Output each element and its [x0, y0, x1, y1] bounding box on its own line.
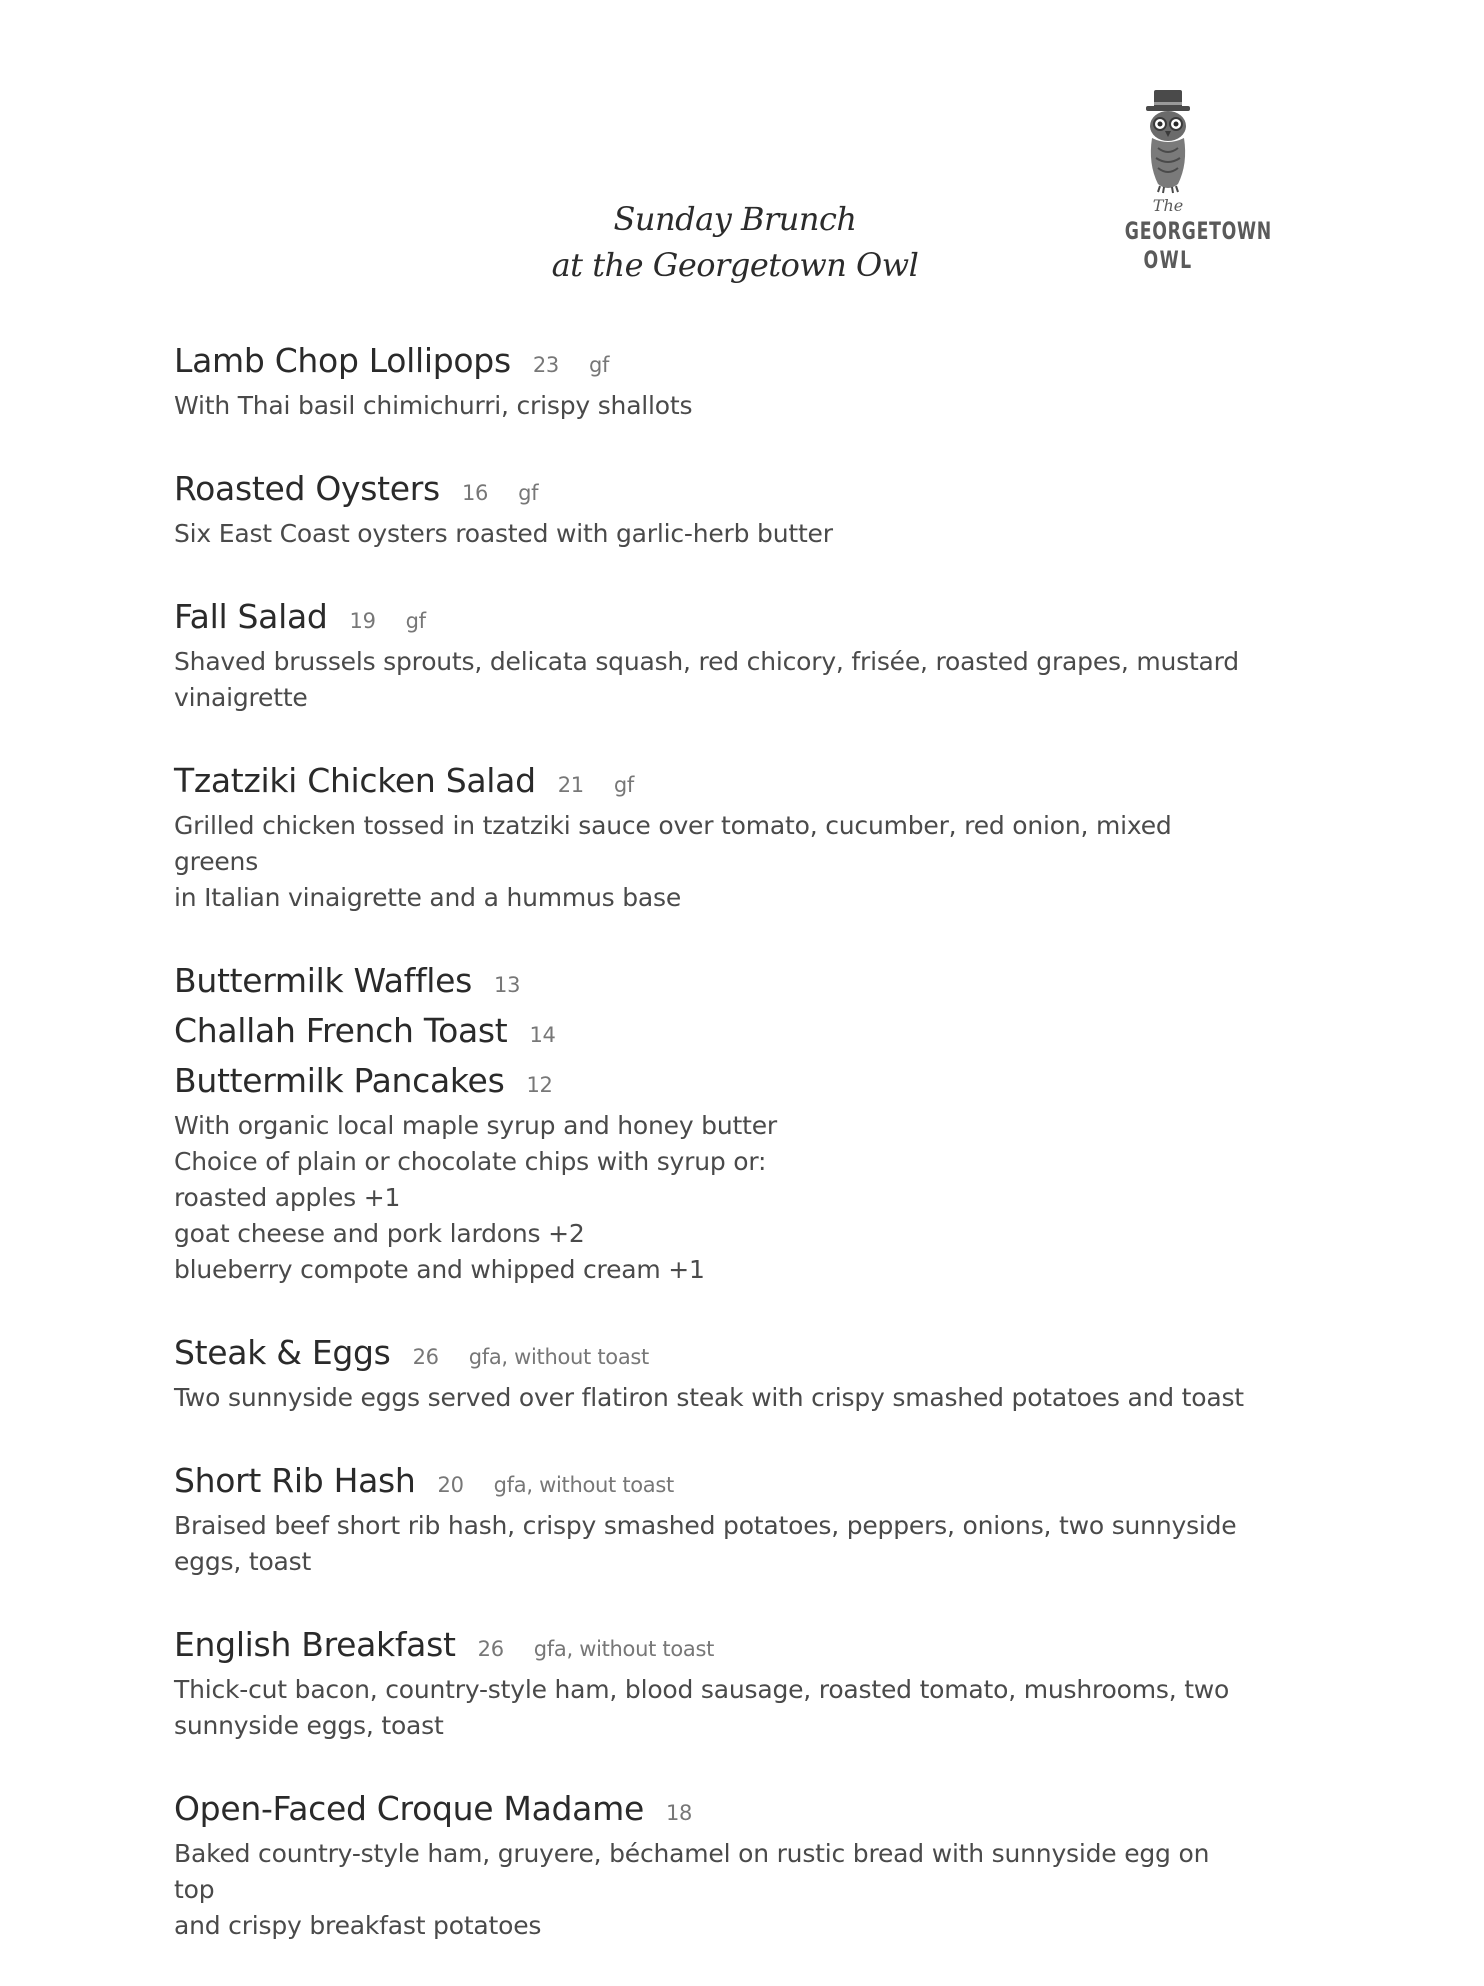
menu-item: [174, 1058, 1244, 1288]
description-line: goat cheese and pork lardons +2: [174, 1219, 585, 1248]
menu-item: [174, 958, 1244, 1008]
description-line: Choice of plain or chocolate chips with syrup or:: [174, 1147, 767, 1176]
menu-item-name: Lamb Chop Lollipops: [174, 341, 511, 380]
menu-item-name: Short Rib Hash: [174, 1461, 416, 1500]
menu-item-price: 26: [477, 1637, 504, 1661]
menu-item-price: 21: [557, 773, 584, 797]
logo-owl-text: OWL: [1143, 246, 1193, 274]
menu-item-name: Roasted Oysters: [174, 469, 440, 508]
menu-item-price: 23: [532, 353, 559, 377]
menu-item-name: Buttermilk Waffles: [174, 961, 473, 1000]
menu-item-dietary-tag: gf: [613, 773, 634, 797]
menu-item-description: [174, 808, 1244, 916]
menu-item: [174, 338, 1244, 424]
menu-item-price: 14: [529, 1023, 556, 1047]
menu-item-dietary-tag: gfa, without toast: [533, 1637, 715, 1661]
menu-item: [174, 758, 1244, 916]
menu-item: [174, 466, 1244, 552]
menu-item-description: Two sunnyside eggs served over flatiron steak with crispy smashed potatoes and toast: [174, 1383, 1244, 1412]
menu-item-price: 18: [665, 1801, 693, 1825]
description-line: Braised beef short rib hash, crispy smashed potatoes, peppers, onions, two sunnyside: [174, 1511, 1237, 1540]
menu-item-description: [174, 1508, 1244, 1580]
menu-item-name: Buttermilk Pancakes: [174, 1061, 505, 1100]
menu-item-title: [174, 466, 1244, 516]
menu-item-dietary-tag: gf: [518, 481, 539, 505]
menu-item: [174, 1786, 1244, 1944]
menu-item-description: [174, 1672, 1244, 1744]
description-line: Shaved brussels sprouts, delicata squash, red chicory, frisée, roasted grapes, mustard: [174, 647, 1239, 676]
georgetown-owl-logo: [1108, 86, 1272, 286]
menu-item-price: 13: [494, 973, 521, 997]
menu-item-title: [174, 594, 1244, 644]
description-line: sunnyside eggs, toast: [174, 1711, 444, 1740]
menu-item-title: [174, 1786, 1244, 1836]
menu-item-price: 20: [437, 1473, 464, 1497]
menu-item-description: Six East Coast oysters roasted with garlic-herb butter: [174, 519, 833, 548]
menu-item-name: English Breakfast: [174, 1625, 456, 1664]
menu-item-name: Fall Salad: [174, 597, 328, 636]
menu-item-description: [174, 1108, 1244, 1288]
description-line: With organic local maple syrup and honey butter: [174, 1111, 777, 1140]
logo-name-text: GEORGETOWN: [1124, 217, 1272, 245]
menu-item-title: [174, 958, 1244, 1008]
menu-item: [174, 1330, 1244, 1416]
description-line: eggs, toast: [174, 1547, 312, 1576]
owl-icon: [1108, 86, 1228, 196]
menu-item-title: [174, 1058, 1244, 1108]
menu-item-price: 19: [349, 609, 376, 633]
menu-item-price: 12: [526, 1073, 553, 1097]
menu-item-title: [174, 1458, 1244, 1508]
description-line: and crispy breakfast potatoes: [174, 1911, 542, 1940]
description-line: Baked country-style ham, gruyere, béchamel on rustic bread with sunnyside egg on top: [174, 1839, 1210, 1904]
menu-list: [174, 338, 1244, 1986]
menu-item-title: [174, 1008, 1244, 1058]
page-title-line-2: at the Georgetown Owl: [551, 246, 919, 284]
description-line: Thick-cut bacon, country-style ham, blood sausage, roasted tomato, mushrooms, two: [174, 1675, 1230, 1704]
description-line: blueberry compote and whipped cream +1: [174, 1255, 705, 1284]
menu-item: [174, 1622, 1244, 1744]
description-line: Grilled chicken tossed in tzatziki sauce over tomato, cucumber, red onion, mixed greens: [174, 811, 1172, 876]
menu-item-name: Challah French Toast: [174, 1011, 508, 1050]
logo-the-text: The: [1152, 196, 1184, 215]
menu-item-price: 26: [412, 1345, 439, 1369]
page-title-line-1: Sunday Brunch: [613, 200, 857, 238]
menu-item-name: Steak & Eggs: [174, 1333, 391, 1372]
menu-item-title: [174, 758, 1244, 808]
menu-item-dietary-tag: gf: [588, 353, 610, 377]
description-line: vinaigrette: [174, 683, 308, 712]
menu-item: [174, 1458, 1244, 1580]
menu-item: [174, 594, 1244, 716]
menu-item-title: [174, 1330, 1244, 1380]
description-line: in Italian vinaigrette and a hummus base: [174, 883, 682, 912]
menu-item-dietary-tag: gf: [405, 609, 426, 633]
menu-item: [174, 1008, 1244, 1058]
description-line: roasted apples +1: [174, 1183, 401, 1212]
menu-item-dietary-tag: gfa, without toast: [468, 1345, 649, 1369]
menu-item-name: Tzatziki Chicken Salad: [174, 761, 536, 800]
menu-item-title: [174, 338, 1244, 388]
menu-item-price: 16: [461, 481, 489, 505]
menu-item-name: Open-Faced Croque Madame: [174, 1789, 644, 1828]
menu-item-dietary-tag: gfa, without toast: [493, 1473, 674, 1497]
menu-item-title: [174, 1622, 1244, 1672]
menu-item-description: With Thai basil chimichurri, crispy shallots: [174, 391, 693, 420]
menu-item-description: [174, 1836, 1244, 1944]
page-title: [540, 196, 930, 288]
menu-item-description: [174, 644, 1244, 716]
